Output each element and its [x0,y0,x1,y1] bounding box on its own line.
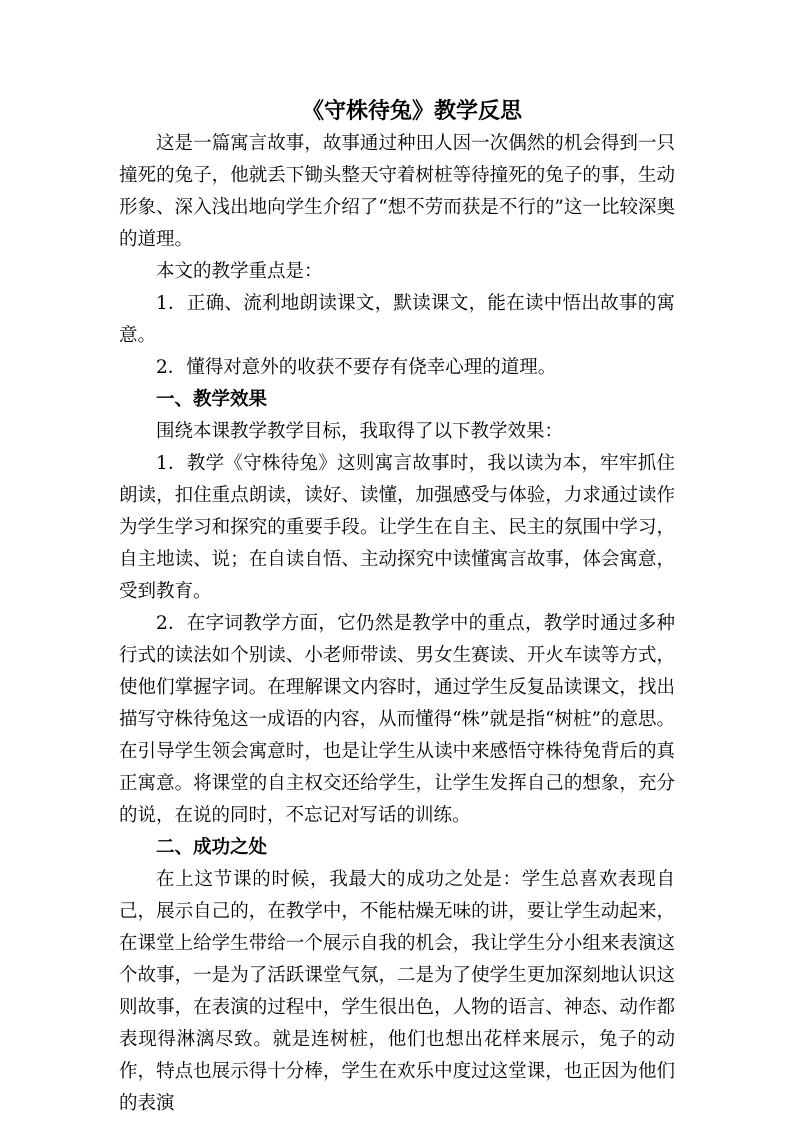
section1-point-2: 2．在字词教学方面，它仍然是教学中的重点，教学时通过多种行式的读法如个别读、小老师带读、男女生赛读、开火车读等方式，使他们掌握字词。在理解课文内容时，通过学生反复品读课文，找出描写守株待兔这一成语的内容，从而懂得“株”就是指“树桩”的意思。在引导学生领会寓意时，也是让学生从读中来感悟守株待兔背后的真正寓意。将课堂的自主权交还给学生，让学生发挥自己的想象，充分的说，在说的同时，不忘记对写话的训练。 [119,613,675,826]
intro-paragraph: 这是一篇寓言故事，故事通过种田人因一次偶然的机会得到一只撞死的兔子，他就丢下锄头整天守着树桩等待撞死的兔子的事，生动形象、深入浅出地向学生介绍了“想不劳而获是不行的”这一比较深奥的道理。 [119,133,675,250]
section1-intro: 围绕本课教学教学目标，我取得了以下教学效果： [156,421,564,442]
section2-body: 在上这节课的时候，我最大的成功之处是：学生总喜欢表现自己，展示自己的，在教学中，不能枯燥无味的讲，要让学生动起来，在课堂上给学生带给一个展示自我的机会，我让学生分小组来表演这个故事，一是为了活跃课堂气氛，二是为了使学生更加深刻地认识这则故事，在表演的过程中，学生很出色，人物的语言、神态、动作都表现得淋漓尽致。就是连树桩，他们也想出花样来展示，兔子的动作，特点也展示得十分棒，学生在欢乐中度过这堂课，也正因为他们的表演 [119,869,675,1114]
document-title: 《守株待兔》教学反思 [301,99,522,124]
focus-intro: 本文的教学重点是： [156,261,323,282]
document-page [119,96,675,1120]
focus-point-2: 2．懂得对意外的收获不要存有侥幸心理的道理。 [156,357,557,378]
focus-point-1: 1．正确、流利地朗读课文，默读课文，能在读中悟出故事的寓意。 [119,293,675,346]
section1-point-1: 1．教学《守株待兔》这则寓言故事时，我以读为本，牢牢抓住朗读，扣住重点朗读，读好、读懂，加强感受与体验，力求通过读作为学生学习和探究的重要手段。让学生在自主、民主的氛围中学习，自主地读、说；在自读自悟、主动探究中读懂寓言故事，体会寓意，受到教育。 [119,453,675,602]
section-heading-teaching-effect: 一、教学效果 [156,389,268,410]
section-heading-success: 二、成功之处 [156,837,268,858]
